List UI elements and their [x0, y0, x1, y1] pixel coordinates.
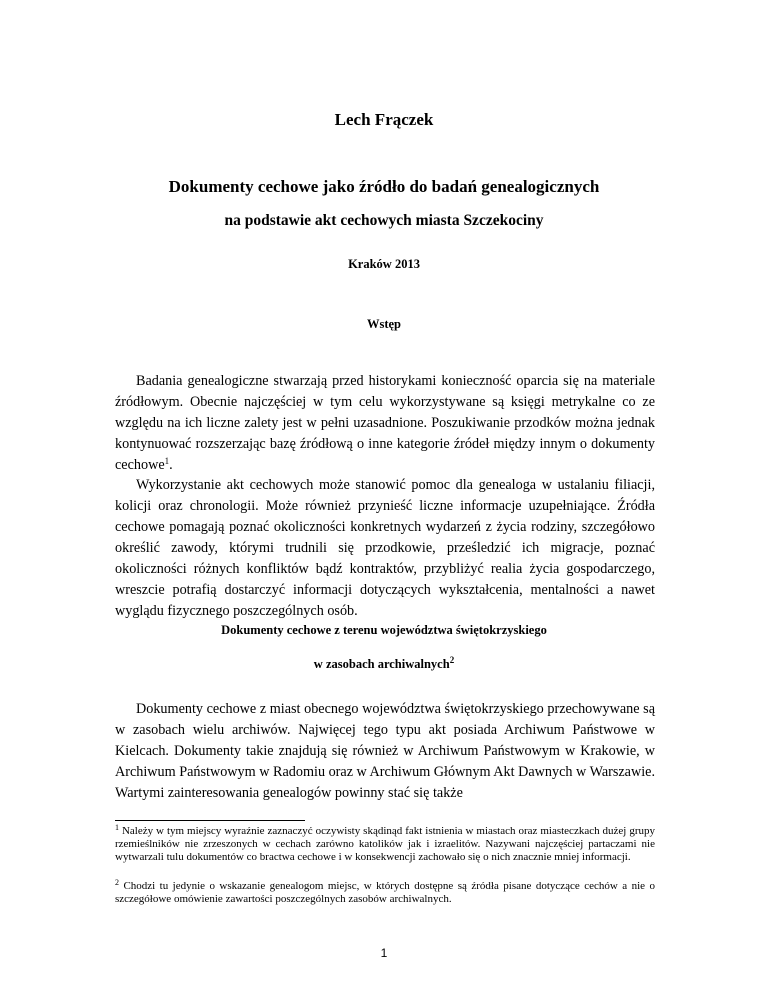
footnote-2 [115, 880, 655, 906]
archives-heading-line2-text: w zasobach archiwalnych [313, 657, 450, 671]
intro-paragraph-2: Wykorzystanie akt cechowych może stanowić pomoc dla genealoga w ustalaniu filiacji, kolicji oraz chronologii. Może również przynieść liczne informacje uzupełniające. Źródła cechowe pomagają poznać okoliczności konkretnych wydarzeń z życia rodziny, szczegółowo określić zawody, którymi trudnili się przodkowie, prześledzić ich migracje, poznać okoliczności różnych konfliktów bądź kontraktów, przybliżyć realia życia gospodarczego, wreszcie potrafią dostarczyć informacji dotyczących wykształcenia, mentalności a nawet wyglądu fizycznego poszczególnych osób. [115, 477, 655, 619]
intro-heading: Wstęp [366, 317, 402, 331]
intro-paragraph-1-text: Badania genealogiczne stwarzają przed historykami konieczność oparcia się na materiale źródłowym. Obecnie najczęściej w tym celu wykorzystywane są księgi metrykalne co ze względu na ich liczne zalety jest w pełni uzasadnione. Poszukiwanie przodków można jednak kontynuować rozszerzając bazę źródłową o inne kategorie źródeł między innym o dokumenty cechowe [115, 373, 655, 473]
footnote-2-text: Chodzi tu jedynie o wskazanie genealogom miejsc, w których dostępne są źródła pisane dotyczące cechów a nie o szczegółowe omówienie zawartości poszczególnych zasobów archiwalnych. [115, 880, 655, 906]
footnote-1-number: 1 [115, 823, 119, 832]
intro-paragraph-1 [115, 371, 655, 476]
author-name: Lech Frączek [334, 110, 434, 129]
place-year: Kraków 2013 [348, 257, 420, 271]
page-number: 1 [380, 946, 388, 960]
footnote-ref-1: 1 [164, 456, 170, 466]
footnote-separator [115, 820, 305, 821]
footnote-1 [115, 825, 655, 865]
document-title-line2: na podstawie akt cechowych miasta Szczekociny [224, 212, 544, 229]
archives-heading-line1: Dokumenty cechowe z terenu województwa świętokrzyskiego [221, 623, 547, 637]
intro-paragraph-1-end: . [169, 457, 173, 473]
footnote-2-number: 2 [115, 878, 119, 887]
footnote-ref-2: 2 [449, 655, 455, 665]
document-title-line1: Dokumenty cechowe jako źródło do badań genealogicznych [168, 177, 600, 196]
archives-paragraph-1: Dokumenty cechowe z miast obecnego województwa świętokrzyskiego przechowywane są w zasobach wielu archiwów. Najwięcej tego typu akt posiada Archiwum Państwowe w Kielcach. Dokumenty takie znajdują się również w Archiwum Państwowym w Krakowie, w Archiwum Państwowym w Radomiu oraz w Archiwum Głównym Akt Dawnych w Warszawie. Wartymi zainteresowania genealogów powinny stać się także [115, 701, 655, 801]
archives-heading-line2 [0, 657, 768, 672]
footnote-1-text: Należy w tym miejscy wyraźnie zaznaczyć oczywisty skądinąd fakt istnienia w miastach oraz miasteczkach dużej grupy rzemieślników nie zrzeszonych w cechach zarówno katolików jak i izraelitów. Nazywani najczęściej partaczami nie wytwarzali tulu dokumentów co bractwa cechowe i w konsekwencji zachowało się o nich znacznie mniej informacji. [115, 825, 655, 864]
